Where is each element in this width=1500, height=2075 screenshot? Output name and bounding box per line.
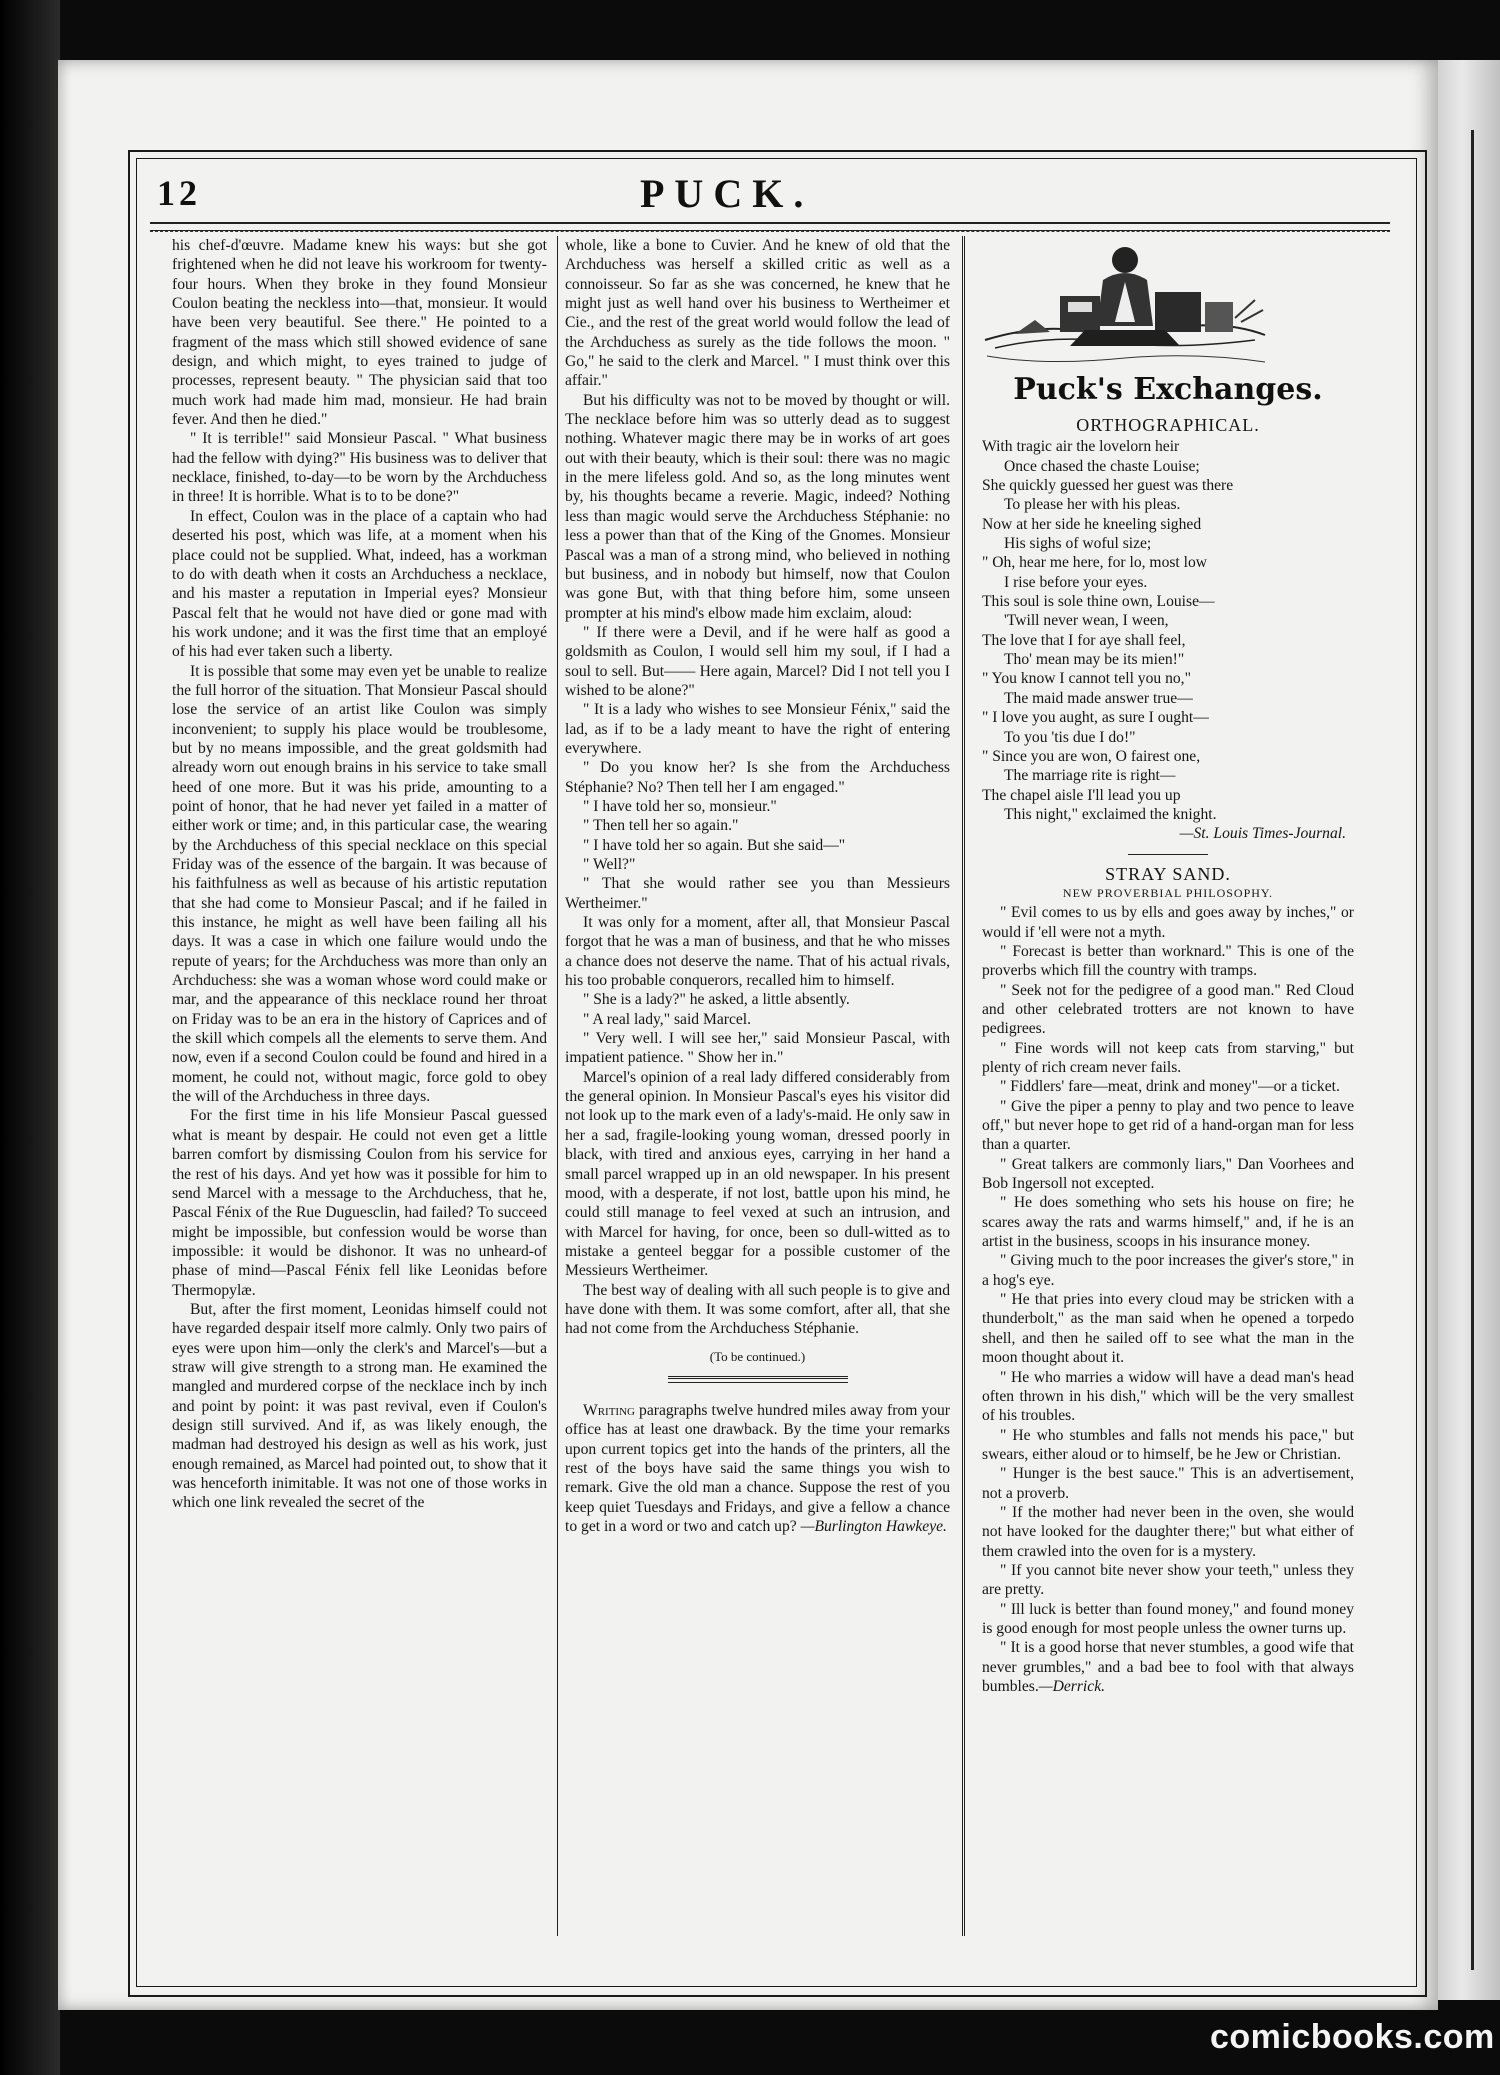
poem-line: This night," exclaimed the knight. bbox=[1004, 805, 1217, 823]
writing-attribution: —Burlington Hawkeye. bbox=[800, 1518, 947, 1535]
col2-paragraph: " I have told her so, monsieur." bbox=[583, 797, 777, 815]
poem-line: To you 'tis due I do!" bbox=[1004, 728, 1136, 746]
proverb: " He that pries into every cloud may be stricken with a thunderbolt," as the man said when he opened a torpedo shell, and then he sailed off to see what the man in the moon thought about it. bbox=[982, 1291, 1354, 1367]
writing-lead: Writing bbox=[583, 1401, 635, 1419]
exchanges-illustration bbox=[975, 230, 1275, 395]
page-number: 12 bbox=[157, 173, 201, 213]
poem-line: Now at her side he kneeling sighed bbox=[982, 515, 1202, 533]
poem-line: The maid made answer true— bbox=[1004, 689, 1193, 707]
proverb: " Ill luck is better than found money," and found money is good enough for most people unless the owner turns up. bbox=[982, 1600, 1354, 1637]
col1-paragraph: But, after the first moment, Leonidas himself could not have regarded despair itself more calmly. Only two pairs of eyes were upon him—only the clerk's and Marcel's—but a straw will give strength to a strong man. He examined the mangled and murdered corpse of the necklace inch by inch and point by point: it was past revival, even if Coulon's design still survived. And if, as was likely enough, the madman had destroyed his design as well as his work, just enough remained, as Marcel had pointed out, to show that it was henceforth inimitable. It was not one of those works in which one link revealed the secret of the bbox=[172, 1300, 547, 1512]
stray-sand-subtitle: NEW PROVERBIAL PHILOSOPHY. bbox=[1062, 885, 1274, 900]
stray-sand-attribution: —Derrick. bbox=[1038, 1678, 1106, 1695]
poem-line: His sighs of woful size; bbox=[1004, 535, 1152, 553]
col2-paragraph: " It is a lady who wishes to see Monsieur Fénix," said the lad, as if to be a lady meant to have the right of entering everywhere. bbox=[565, 701, 950, 757]
col1-paragraph: his chef-d'œuvre. Madame knew his ways: but she got frightened when he did not leave his workroom for twenty-four hours. When they broke in they found Monsieur Coulon beating the neckless into—that, monsieur. It would have been very beautiful. See there." He pointed to a fragment of the mass which still showed evidence of sane design, and which might, to eyes trained to judge of processes, represent beauty. " The physician said that too much work had made him mad, monsieur. He had brain fever. And then he died." bbox=[172, 237, 547, 429]
col2-paragraph: " A real lady," said Marcel. bbox=[583, 1010, 752, 1028]
section-divider bbox=[668, 1376, 848, 1383]
poem-line: " You know I cannot tell you no," bbox=[982, 670, 1191, 688]
col2-paragraph: " Well?" bbox=[583, 856, 636, 873]
proverb: " Great talkers are commonly liars," Dan Voorhees and Bob Ingersoll not excepted. bbox=[982, 1155, 1354, 1193]
column-rule-1 bbox=[557, 236, 558, 1936]
col2-paragraph: whole, like a bone to Cuvier. And he knew of old that the Archduchess was herself a skilled critic as well as a connoisseur. So far as she was concerned, he knew that he might just as well hand over his business to Wertheimer et Cie., and the rest of the great world would follow the lead of the Archduchess as surely as the tide follows the moon. " Go," he said to the clerk and Marcel. " I must think over this affair." bbox=[565, 237, 950, 390]
poem-line: To please her with his pleas. bbox=[1004, 496, 1181, 514]
poem-line: I rise before your eyes. bbox=[1004, 573, 1148, 591]
proverb: " If the mother had never been in the oven, she would not have looked for the daughter there;" but what either of them crawled into the oven for is a mystery. bbox=[982, 1503, 1354, 1560]
poem-line: Once chased the chaste Louise; bbox=[1004, 457, 1200, 475]
poem-line: The marriage rite is right— bbox=[1004, 767, 1176, 785]
col2-paragraph: But his difficulty was not to be moved by thought or will. The necklace before him was so utterly dead as to suggest nothing. Whatever magic there may be in works of art goes out with their beauty, which is their soul: there was no magic in the mere lifeless gold. And so, as the long minutes went by, his thoughts became a reverie. Magic, indeed? Nothing less than magic would serve the Archduchess Stéphanie: no less a power than that of the King of the Gnomes. Monsieur Pascal was a man of a strong mind, who believed in nothing but business, and in nobody but himself, now that Coulon was gone But, with that thing before him, some unseen prompter at his mind's elbow made him exclaim, aloud: bbox=[565, 391, 950, 622]
proverb: " He does something who sets his house on fire; he scares away the rats and warms himself," and, if he is an artist in the business, scoops in his insurance money. bbox=[982, 1194, 1354, 1251]
proverb-text: " It is a good horse that never stumbles, a good wife that never grumbles," and a bad bee to fool with that always bumbles. bbox=[982, 1639, 1354, 1695]
poem-line: With tragic air the lovelorn heir bbox=[982, 438, 1180, 456]
proverb bbox=[982, 1638, 1354, 1696]
proverb: " He who marries a widow will have a dead man's head often thrown in his dish," which will be the very smallest of his troubles. bbox=[982, 1368, 1354, 1425]
col2-paragraph: " She is a lady?" he asked, a little absently. bbox=[583, 991, 850, 1009]
col2-paragraph: " Very well. I will see her," said Monsieur Pascal, with impatient patience. " Show her in." bbox=[565, 1030, 950, 1067]
poem-line: She quickly guessed her guest was there bbox=[982, 477, 1234, 495]
facing-page-edge bbox=[1432, 60, 1500, 2000]
col1-paragraph: In effect, Coulon was in the place of a captain who had deserted his post, which was life, at a moment when his place could not be supplied. What, indeed, has a workman to do with death when it costs an Archduchess a necklace, and his master a reputation in Imperial eyes? Monsieur Pascal felt that he would not have died or gone mad with his work undone; and it was the first time that an employé of his had ever taken such a liberty. bbox=[172, 507, 547, 661]
section-divider bbox=[1128, 854, 1208, 855]
col2-paragraph: " I have told her so again. But she said—" bbox=[583, 836, 846, 854]
col1-paragraph: For the first time in his life Monsieur Pascal guessed what is meant by despair. He could not even get a little barren comfort by dismissing Coulon from his service for the rest of his days. And yet how was it possible for him to send Marcel with a message to the Archduchess, that he, Pascal Fénix of the Rue Duguesclin, had failed? To succeed might be impossible, but confession would be worse than impossible: it would be dishonor. It was no unheard-of phase of mind—Pascal Fénix fell like Leonidas before Thermopylæ. bbox=[172, 1107, 547, 1299]
column-rule-2 bbox=[962, 236, 965, 1936]
poem-line: Tho' mean may be its mien!" bbox=[1004, 651, 1185, 669]
column-3 bbox=[982, 416, 1354, 1936]
poem-line: This soul is sole thine own, Louise— bbox=[982, 593, 1215, 611]
poem-line: " Oh, hear me here, for lo, most low bbox=[982, 554, 1208, 572]
proverb: " Forecast is better than worknard." This is one of the proverbs which fill the country with tramps. bbox=[982, 942, 1354, 980]
poem bbox=[982, 437, 1354, 824]
site-watermark: comicbooks.com bbox=[1210, 2018, 1495, 2056]
col2-paragraph: It was only for a moment, after all, that Monsieur Pascal forgot that he was a man of business, and that he who misses a chance does not deserve the name. That of his actual rivals, his too probable conquerors, recalled him to himself. bbox=[565, 914, 950, 990]
poem-line: " I love you aught, as sure I ought— bbox=[982, 709, 1209, 727]
col2-paragraph: " Do you know her? Is she from the Archduchess Stéphanie? No? Then tell her I am engaged." bbox=[565, 759, 950, 796]
stray-sand-title: STRAY SAND. bbox=[1105, 863, 1231, 884]
writing-body: paragraphs twelve hundred miles away from your office has at least one drawback. By the time your remarks upon current topics get into the hands of the printers, all the rest of the boys have said the same things you wish to remark. Give the old man a chance. Suppose the rest of you keep quiet Tuesdays and Fridays, and give a fellow a chance to get in a word or two and catch up? bbox=[565, 1401, 950, 1535]
poem-line: " Since you are won, O fairest one, bbox=[982, 747, 1201, 765]
col1-paragraph: It is possible that some may even yet be unable to realize the full horror of the situation. That Monsieur Pascal should lose the service of an artist like Coulon was simply inconvenient; to supply his place would be troublesome, but by no means impossible, and the great goldsmith had already worn out enough brains in his service to take small heed of one more. But it was his pride, amounting to a point of honor, that he had never yet failed in a matter of either work or time; and, in this particular case, the wearing by the Archduchess of this special necklace on this special Friday was of the essence of the bargain. It was because of his faithfulness as well as because of his artistic reputation that she had come to Monsieur Pascal; and if he failed in this instance, he might as well have been failing all his days. It was a case in which one failure would undo the repute of years; for the Archduchess was more than only an Archduchess: she was a woman whose word could make or mar, and the appearance of this necklace round her throat on Friday was to be an era in the history of Caprices and of the skill which compels all the elements to serve them. And now, even if a second Coulon could be found and hired in a moment, he could not, without magic, force gold to obey the will of the Archduchess in three days. bbox=[172, 662, 547, 1106]
proverb: " Fiddlers' fare—meat, drink and money"—or a ticket. bbox=[1000, 1078, 1340, 1096]
column-1 bbox=[172, 236, 547, 1916]
scan-margin-left bbox=[0, 0, 60, 2075]
poem-attribution: —St. Louis Times-Journal. bbox=[1179, 825, 1346, 843]
col2-paragraph: " Then tell her so again." bbox=[583, 817, 739, 835]
exchanges-heading: Puck's Exchanges. bbox=[1013, 372, 1323, 407]
poem-line: The chapel aisle I'll lead you up bbox=[982, 786, 1181, 804]
col2-paragraph: " If there were a Devil, and if he were half as good a goldsmith as Coulon, I would sell him my soul, if I had a soul to sell. But—— Here again, Marcel? Did I not tell you I wished to be alone?" bbox=[565, 623, 950, 699]
proverb: " Give the piper a penny to play and two pence to leave off," but never hope to get rid of a hand-organ man for less than a quarter. bbox=[982, 1097, 1354, 1154]
writing-paragraph bbox=[565, 1401, 950, 1536]
col1-paragraph: " It is terrible!" said Monsieur Pascal. " What business had the fellow with dying?" His business was to deliver that necklace, finished, to-day—to be worn by the Archduchess in three! It is horrible. What is to to be done?" bbox=[172, 430, 547, 506]
proverb: " Giving much to the poor increases the giver's store," in a hog's eye. bbox=[982, 1252, 1354, 1289]
column-2 bbox=[565, 236, 950, 1916]
poem-line: 'Twill never wean, I ween, bbox=[1004, 612, 1169, 630]
masthead: PUCK. bbox=[640, 171, 814, 216]
proverb: " Fine words will not keep cats from starving," but plenty of rich cream never fails. bbox=[982, 1039, 1354, 1076]
proverb: " Seek not for the pedigree of a good man." Red Cloud and other celebrated trotters are not known to have pedigrees. bbox=[982, 981, 1354, 1038]
poem-title: ORTHOGRAPHICAL. bbox=[1076, 416, 1260, 435]
to-be-continued: (To be continued.) bbox=[709, 1348, 806, 1364]
col2-paragraph: The best way of dealing with all such people is to give and have done with them. It was some comfort, after all, that she had not come from the Archduchess Stéphanie. bbox=[565, 1281, 950, 1338]
proverb: " He who stumbles and falls not mends his pace," but swears, either aloud or to himself, be he Jew or Christian. bbox=[982, 1426, 1354, 1463]
col2-paragraph: Marcel's opinion of a real lady differed considerably from the general opinion. In Monsieur Pascal's eyes his visitor did not look up to the mark even of a lady's-maid. He only saw in her a sad, fragile-looking young woman, dressed poorly in black, with tired and anxious eyes, carrying in her hand a small parcel wrapped up in an old newspaper. In his present mood, with a desperate, if not lost, battle upon his mind, he could still manage to feel vexed at such an intrusion, and with Marcel for having, for once, been so dull-witted as to mistake a genteel beggar for a possible customer of the Messieurs Wertheimer. bbox=[565, 1068, 950, 1280]
col2-paragraph: " That she would rather see you than Messieurs Wertheimer." bbox=[565, 875, 950, 912]
proverb: " Evil comes to us by ells and goes away by inches," or would if 'ell were not a myth. bbox=[982, 904, 1354, 941]
poem-line: The love that I for aye shall feel, bbox=[982, 631, 1186, 649]
proverb: " Hunger is the best sauce." This is an advertisement, not a proverb. bbox=[982, 1465, 1354, 1502]
proverb: " If you cannot bite never show your teeth," unless they are pretty. bbox=[982, 1561, 1354, 1599]
